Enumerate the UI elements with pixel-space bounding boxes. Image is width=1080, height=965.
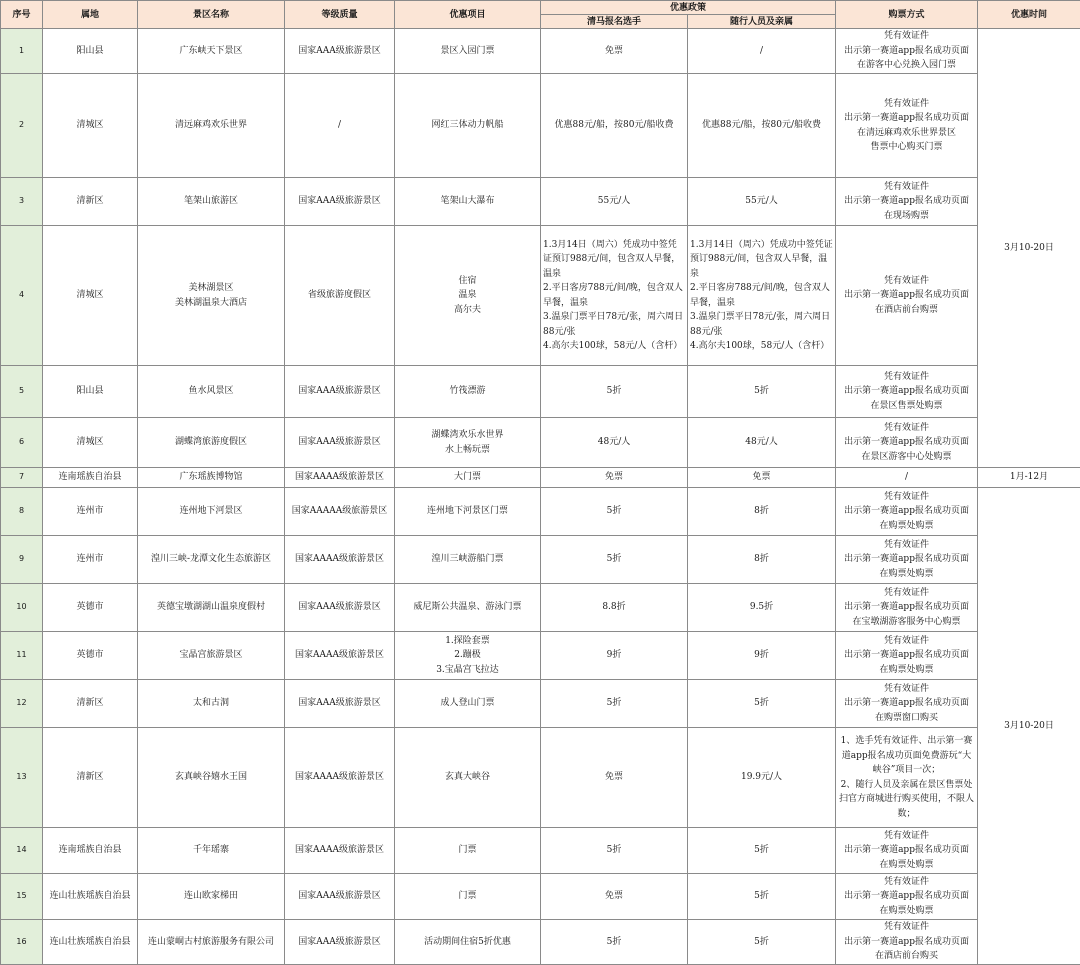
row-athlete: 免票 <box>541 728 688 828</box>
row-item: 威尼斯公共温泉、游泳门票 <box>395 584 541 632</box>
row-region: 连南瑶族自治县 <box>43 828 138 874</box>
row-name: 太和古洞 <box>138 680 285 728</box>
row-item: 住宿 温泉 高尔夫 <box>395 226 541 366</box>
row-grade: 国家AAA级旅游景区 <box>285 418 395 468</box>
table-row <box>1 728 1080 828</box>
row-grade: 国家AAA级旅游景区 <box>285 178 395 226</box>
row-name: 清远麻鸡欢乐世界 <box>138 74 285 178</box>
header-grade: 等级质量 <box>285 1 395 29</box>
table-row <box>1 468 1080 488</box>
row-name: 湟川三峡-龙潭文化生态旅游区 <box>138 536 285 584</box>
row-companion: 5折 <box>688 828 836 874</box>
table-row <box>1 680 1080 728</box>
row-seq: 9 <box>1 536 43 584</box>
table-row <box>1 226 1080 366</box>
row-item: 竹筏漂游 <box>395 366 541 418</box>
row-buy: 凭有效证件 出示第一赛道app报名成功页面 在游客中心兑换入园门票 <box>836 29 978 74</box>
row-companion: 9.5折 <box>688 584 836 632</box>
row-name: 广东瑶族博物馆 <box>138 468 285 488</box>
row-region: 清城区 <box>43 418 138 468</box>
row-seq: 3 <box>1 178 43 226</box>
row-grade: 国家AAA级旅游景区 <box>285 366 395 418</box>
row-athlete: 5折 <box>541 366 688 418</box>
row-companion: 8折 <box>688 488 836 536</box>
header-item: 优惠项目 <box>395 1 541 29</box>
row-athlete: 5折 <box>541 536 688 584</box>
table-row <box>1 874 1080 920</box>
row-name: 英德宝墩湖湖山温泉度假村 <box>138 584 285 632</box>
row-companion: 19.9元/人 <box>688 728 836 828</box>
row-grade: 国家AAA级旅游景区 <box>285 920 395 965</box>
row-region: 清新区 <box>43 728 138 828</box>
table-row <box>1 632 1080 680</box>
row-athlete: 9折 <box>541 632 688 680</box>
row-buy: 凭有效证件 出示第一赛道app报名成功页面 在现场购票 <box>836 178 978 226</box>
row-name: 美林湖景区 美林湖温泉大酒店 <box>138 226 285 366</box>
row-buy: 1、选手凭有效证件、出示第一赛道app报名成功页面免费游玩“大峡谷”项目一次； 2、随行人员及亲属在景区售票处扫官方商城进行购买使用，不限人数； <box>836 728 978 828</box>
row-item: 成人登山门票 <box>395 680 541 728</box>
row-buy: 凭有效证件 出示第一赛道app报名成功页面 在酒店前台购买 <box>836 920 978 965</box>
row-item: 1.探险套票 2.蹦极 3.宝晶宫飞拉达 <box>395 632 541 680</box>
row-buy: 凭有效证件 出示第一赛道app报名成功页面 在清远麻鸡欢乐世界景区 售票中心购买门票 <box>836 74 978 178</box>
row-region: 连山壮族瑶族自治县 <box>43 874 138 920</box>
row-name: 玄真峡谷嬉水王国 <box>138 728 285 828</box>
row-buy: 凭有效证件 出示第一赛道app报名成功页面 在酒店前台购票 <box>836 226 978 366</box>
table-row <box>1 584 1080 632</box>
row-seq: 2 <box>1 74 43 178</box>
table-row <box>1 828 1080 874</box>
row-name: 宝晶宫旅游景区 <box>138 632 285 680</box>
row-athlete: 48元/人 <box>541 418 688 468</box>
row-region: 连南瑶族自治县 <box>43 468 138 488</box>
header-buy: 购票方式 <box>836 1 978 29</box>
row-name: 笔架山旅游区 <box>138 178 285 226</box>
row-seq: 10 <box>1 584 43 632</box>
row-athlete: 8.8折 <box>541 584 688 632</box>
row-grade: 国家AAAA级旅游景区 <box>285 828 395 874</box>
table-row <box>1 488 1080 536</box>
period-main: 3月10-20日 <box>978 29 1080 468</box>
row-companion: / <box>688 29 836 74</box>
row-region: 清新区 <box>43 178 138 226</box>
row-name: 连山欧家梯田 <box>138 874 285 920</box>
row-item: 大门票 <box>395 468 541 488</box>
row-region: 连州市 <box>43 488 138 536</box>
row-grade: / <box>285 74 395 178</box>
row-seq: 12 <box>1 680 43 728</box>
header-region: 属地 <box>43 1 138 29</box>
row-seq: 13 <box>1 728 43 828</box>
row-seq: 8 <box>1 488 43 536</box>
header-seq: 序号 <box>1 1 43 29</box>
row-companion: 1.3月14日（周六）凭成功中签凭证预订988元/间，包含双人早餐，温泉 2.平日客房788元/间/晚，包含双人早餐，温泉 3.温泉门票平日78元/张，周六周日88元/张 4.高尔夫100球，58元/人（含杆） <box>688 226 836 366</box>
row-athlete: 免票 <box>541 29 688 74</box>
row-companion: 5折 <box>688 920 836 965</box>
row-athlete: 5折 <box>541 488 688 536</box>
row-grade: 国家AAA级旅游景区 <box>285 874 395 920</box>
row-item: 湖蝶湾欢乐水世界 水上畅玩票 <box>395 418 541 468</box>
row-buy: 凭有效证件 出示第一赛道app报名成功页面 在购票窗口购买 <box>836 680 978 728</box>
table-row <box>1 74 1080 178</box>
row-seq: 5 <box>1 366 43 418</box>
row-buy: / <box>836 468 978 488</box>
row-athlete: 5折 <box>541 680 688 728</box>
row-grade: 国家AAA级旅游景区 <box>285 584 395 632</box>
row-companion: 免票 <box>688 468 836 488</box>
row-item: 门票 <box>395 828 541 874</box>
row-grade: 国家AAAA级旅游景区 <box>285 536 395 584</box>
row-companion: 9折 <box>688 632 836 680</box>
row-region: 英德市 <box>43 632 138 680</box>
row-name: 连州地下河景区 <box>138 488 285 536</box>
table-row <box>1 418 1080 468</box>
row-buy: 凭有效证件 出示第一赛道app报名成功页面 在购票处购票 <box>836 828 978 874</box>
row-buy: 凭有效证件 出示第一赛道app报名成功页面 在宝墩湖游客服务中心购票 <box>836 584 978 632</box>
row-athlete: 5折 <box>541 920 688 965</box>
row-athlete: 免票 <box>541 468 688 488</box>
row-item: 门票 <box>395 874 541 920</box>
row-item: 景区入园门票 <box>395 29 541 74</box>
row-item: 连州地下河景区门票 <box>395 488 541 536</box>
header-name: 景区名称 <box>138 1 285 29</box>
row-seq: 11 <box>1 632 43 680</box>
table-row <box>1 536 1080 584</box>
row-item: 湟川三峡游船门票 <box>395 536 541 584</box>
row-buy: 凭有效证件 出示第一赛道app报名成功页面 在景区售票处购票 <box>836 366 978 418</box>
row-grade: 国家AAAAA级旅游景区 <box>285 488 395 536</box>
row-region: 清城区 <box>43 226 138 366</box>
row-athlete: 1.3月14日（周六）凭成功中签凭证预订988元/间，包含双人早餐，温泉 2.平日客房788元/间/晚，包含双人早餐，温泉 3.温泉门票平日78元/张，周六周日88元/张 4.高尔夫100球，58元/人（含杆） <box>541 226 688 366</box>
row-buy: 凭有效证件 出示第一赛道app报名成功页面 在购票处购票 <box>836 536 978 584</box>
row-name: 鱼水风景区 <box>138 366 285 418</box>
table-row <box>1 29 1080 74</box>
row-seq: 7 <box>1 468 43 488</box>
row-companion: 优惠88元/船，按80元/船收费 <box>688 74 836 178</box>
row-name: 连山蒙峒古村旅游服务有限公司 <box>138 920 285 965</box>
row-buy: 凭有效证件 出示第一赛道app报名成功页面 在景区游客中心处购票 <box>836 418 978 468</box>
row-name: 广东峡天下景区 <box>138 29 285 74</box>
row-name: 千年瑶寨 <box>138 828 285 874</box>
row-name: 湖蝶湾旅游度假区 <box>138 418 285 468</box>
row-region: 阳山县 <box>43 366 138 418</box>
row-seq: 14 <box>1 828 43 874</box>
row-region: 连山壮族瑶族自治县 <box>43 920 138 965</box>
table-row <box>1 366 1080 418</box>
row-athlete: 55元/人 <box>541 178 688 226</box>
row-seq: 15 <box>1 874 43 920</box>
row-grade: 国家AAA级旅游景区 <box>285 29 395 74</box>
row-athlete: 5折 <box>541 828 688 874</box>
row-athlete: 优惠88元/船，按80元/船收费 <box>541 74 688 178</box>
row-region: 清城区 <box>43 74 138 178</box>
row-region: 英德市 <box>43 584 138 632</box>
row-seq: 1 <box>1 29 43 74</box>
row-seq: 4 <box>1 226 43 366</box>
row-companion: 48元/人 <box>688 418 836 468</box>
header-companions: 随行人员及亲属 <box>688 15 836 29</box>
row-seq: 6 <box>1 418 43 468</box>
row-grade: 省级旅游度假区 <box>285 226 395 366</box>
period-row7: 1月-12月 <box>978 468 1080 488</box>
table-row <box>1 920 1080 965</box>
row-athlete: 免票 <box>541 874 688 920</box>
row-companion: 8折 <box>688 536 836 584</box>
row-companion: 5折 <box>688 680 836 728</box>
table-row <box>1 178 1080 226</box>
row-item: 网红三体动力帆船 <box>395 74 541 178</box>
row-grade: 国家AAAA级旅游景区 <box>285 468 395 488</box>
row-buy: 凭有效证件 出示第一赛道app报名成功页面 在购票处购票 <box>836 874 978 920</box>
period-lower: 3月10-20日 <box>978 488 1080 965</box>
header-athletes: 清马报名选手 <box>541 15 688 29</box>
row-grade: 国家AAAA级旅游景区 <box>285 728 395 828</box>
header-period: 优惠时间 <box>978 1 1080 29</box>
row-region: 清新区 <box>43 680 138 728</box>
header-policy: 优惠政策 <box>541 1 836 15</box>
row-buy: 凭有效证件 出示第一赛道app报名成功页面 在购票处购票 <box>836 632 978 680</box>
row-buy: 凭有效证件 出示第一赛道app报名成功页面 在购票处购票 <box>836 488 978 536</box>
row-item: 笔架山大瀑布 <box>395 178 541 226</box>
row-seq: 16 <box>1 920 43 965</box>
row-grade: 国家AAA级旅游景区 <box>285 680 395 728</box>
row-item: 活动期间住宿5折优惠 <box>395 920 541 965</box>
row-companion: 5折 <box>688 874 836 920</box>
row-item: 玄真大峡谷 <box>395 728 541 828</box>
row-companion: 5折 <box>688 366 836 418</box>
row-companion: 55元/人 <box>688 178 836 226</box>
row-region: 阳山县 <box>43 29 138 74</box>
row-region: 连州市 <box>43 536 138 584</box>
row-grade: 国家AAAA级旅游景区 <box>285 632 395 680</box>
